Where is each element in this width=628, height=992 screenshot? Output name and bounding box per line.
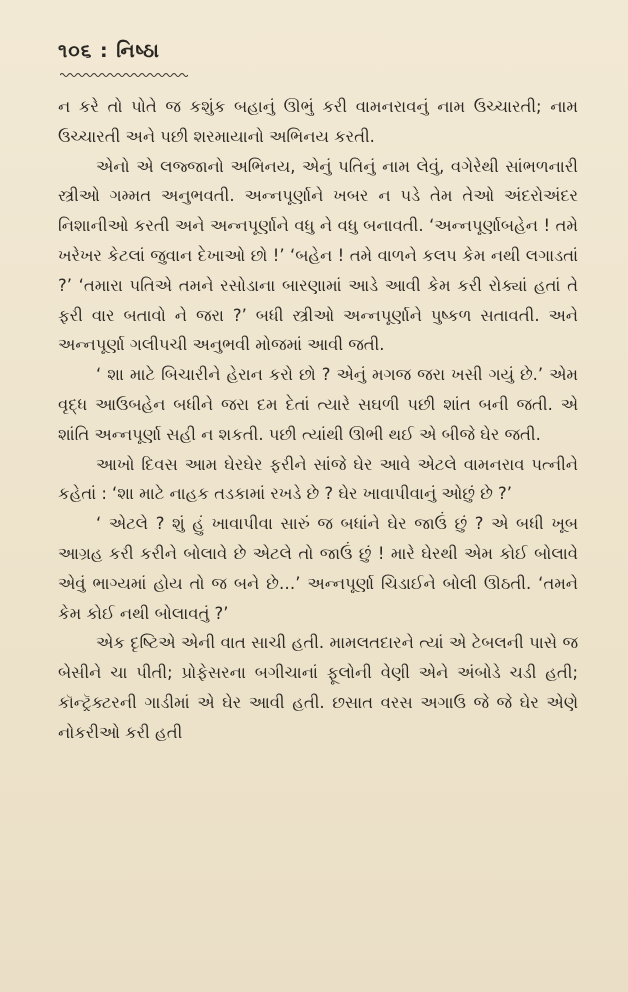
page-number: ૧૦૬ [58,40,93,62]
page-header [58,40,160,62]
header-separator: : [100,40,109,62]
paragraph: ‘ શા માટે બિચારીને હેરાન કરો છો ? એનું મગજ જરા ખસી ગયું છે.’ એમ વૃદ્ધ આઉબહેન બધીને જરા દમ દેતાં ત્યારે સઘળી પછી શાંત બની જતી. એ શાંતિ અન્નપૂર્ણા સહી ન શકતી. પછી ત્યાંથી ઊભી થઈ એ બીજે ઘેર જતી. [58,365,578,444]
header-wavy-rule [60,72,188,78]
paragraph: એનો એ લજ્જાનો અભિનય, એનું પતિનું નામ લેવું, વગેરેથી સાંભળનારી સ્ત્રીઓ ગમ્મત અનુભવતી. અન્નપૂર્ણાને ખબર ન પડે તેમ તેઓ અંદરોઅંદર નિશાનીઓ કરતી અને અન્નપૂર્ણાને વધુ ને વધુ બનાવતી. ‘અન્નપૂર્ણાબહેન ! તમે ખરેખર કેટલાં જુવાન દેખાઓ છો !’ ‘બહેન ! તમે વાળને કલપ કેમ નથી લગાડતાં ?’ ‘તમારા પતિએ તમને રસોડાના બારણામાં આડે આવી કેમ કરી રોક્યાં હતાં તે ફરી વાર બતાવો ને જરા ?’ બધી સ્ત્રીઓ અન્નપૂર્ણાને પુષ્કળ સતાવતી. અને અન્નપૂર્ણા ગલીપચી અનુભવી મોજમાં આવી જતી. [58,156,578,355]
body-text [58,92,578,748]
paragraph: આખો દિવસ આમ ઘેરઘેર ફરીને સાંજે ઘેર આવે એટલે વામનરાવ પત્નીને કહેતાં : ‘શા માટે નાહક તડકામાં રખડે છે ? ઘેર ખાવાપીવાનું ઓછું છે ?’ [58,454,578,504]
running-title: નિષ્ઠા [116,40,160,62]
paragraph: ન કરે તો પોતે જ કશુંક બહાનું ઊભું કરી વામનરાવનું નામ ઉચ્ચારતી; નામ ઉચ્ચારતી અને પછી શરમાયાનો અભિનય કરતી. [58,97,578,146]
paragraph: ‘ એટલે ? શું હું ખાવાપીવા સારું જ બધાંને ઘેર જાઉં છું ? એ બધી ખૂબ આગ્રહ કરી કરીને બોલાવે છે એટલે તો જાઉં છું ! મારે ઘેરથી એમ કોઈ બોલાવે એવું ભાગ્યમાં હોય તો જ બને છે…’ અન્નપૂર્ણા ચિડાઈને બોલી ઊઠતી. ‘તમને કેમ કોઈ નથી બોલાવતું ?’ [58,514,578,623]
paragraph: એક દૃષ્ટિએ એની વાત સાચી હતી. મામલતદારને ત્યાં એ ટેબલની પાસે જ બેસીને ચા પીતી; પ્રોફેસરના બગીચાનાં ફૂલોની વેણી એને અંબોડે ચડી હતી; કૉન્ટ્રૅક્ટરની ગાડીમાં એ ઘેર આવી હતી. છસાત વરસ અગાઉ જે જે ઘેર એણે નોકરીઓ કરી હતી [58,633,578,742]
